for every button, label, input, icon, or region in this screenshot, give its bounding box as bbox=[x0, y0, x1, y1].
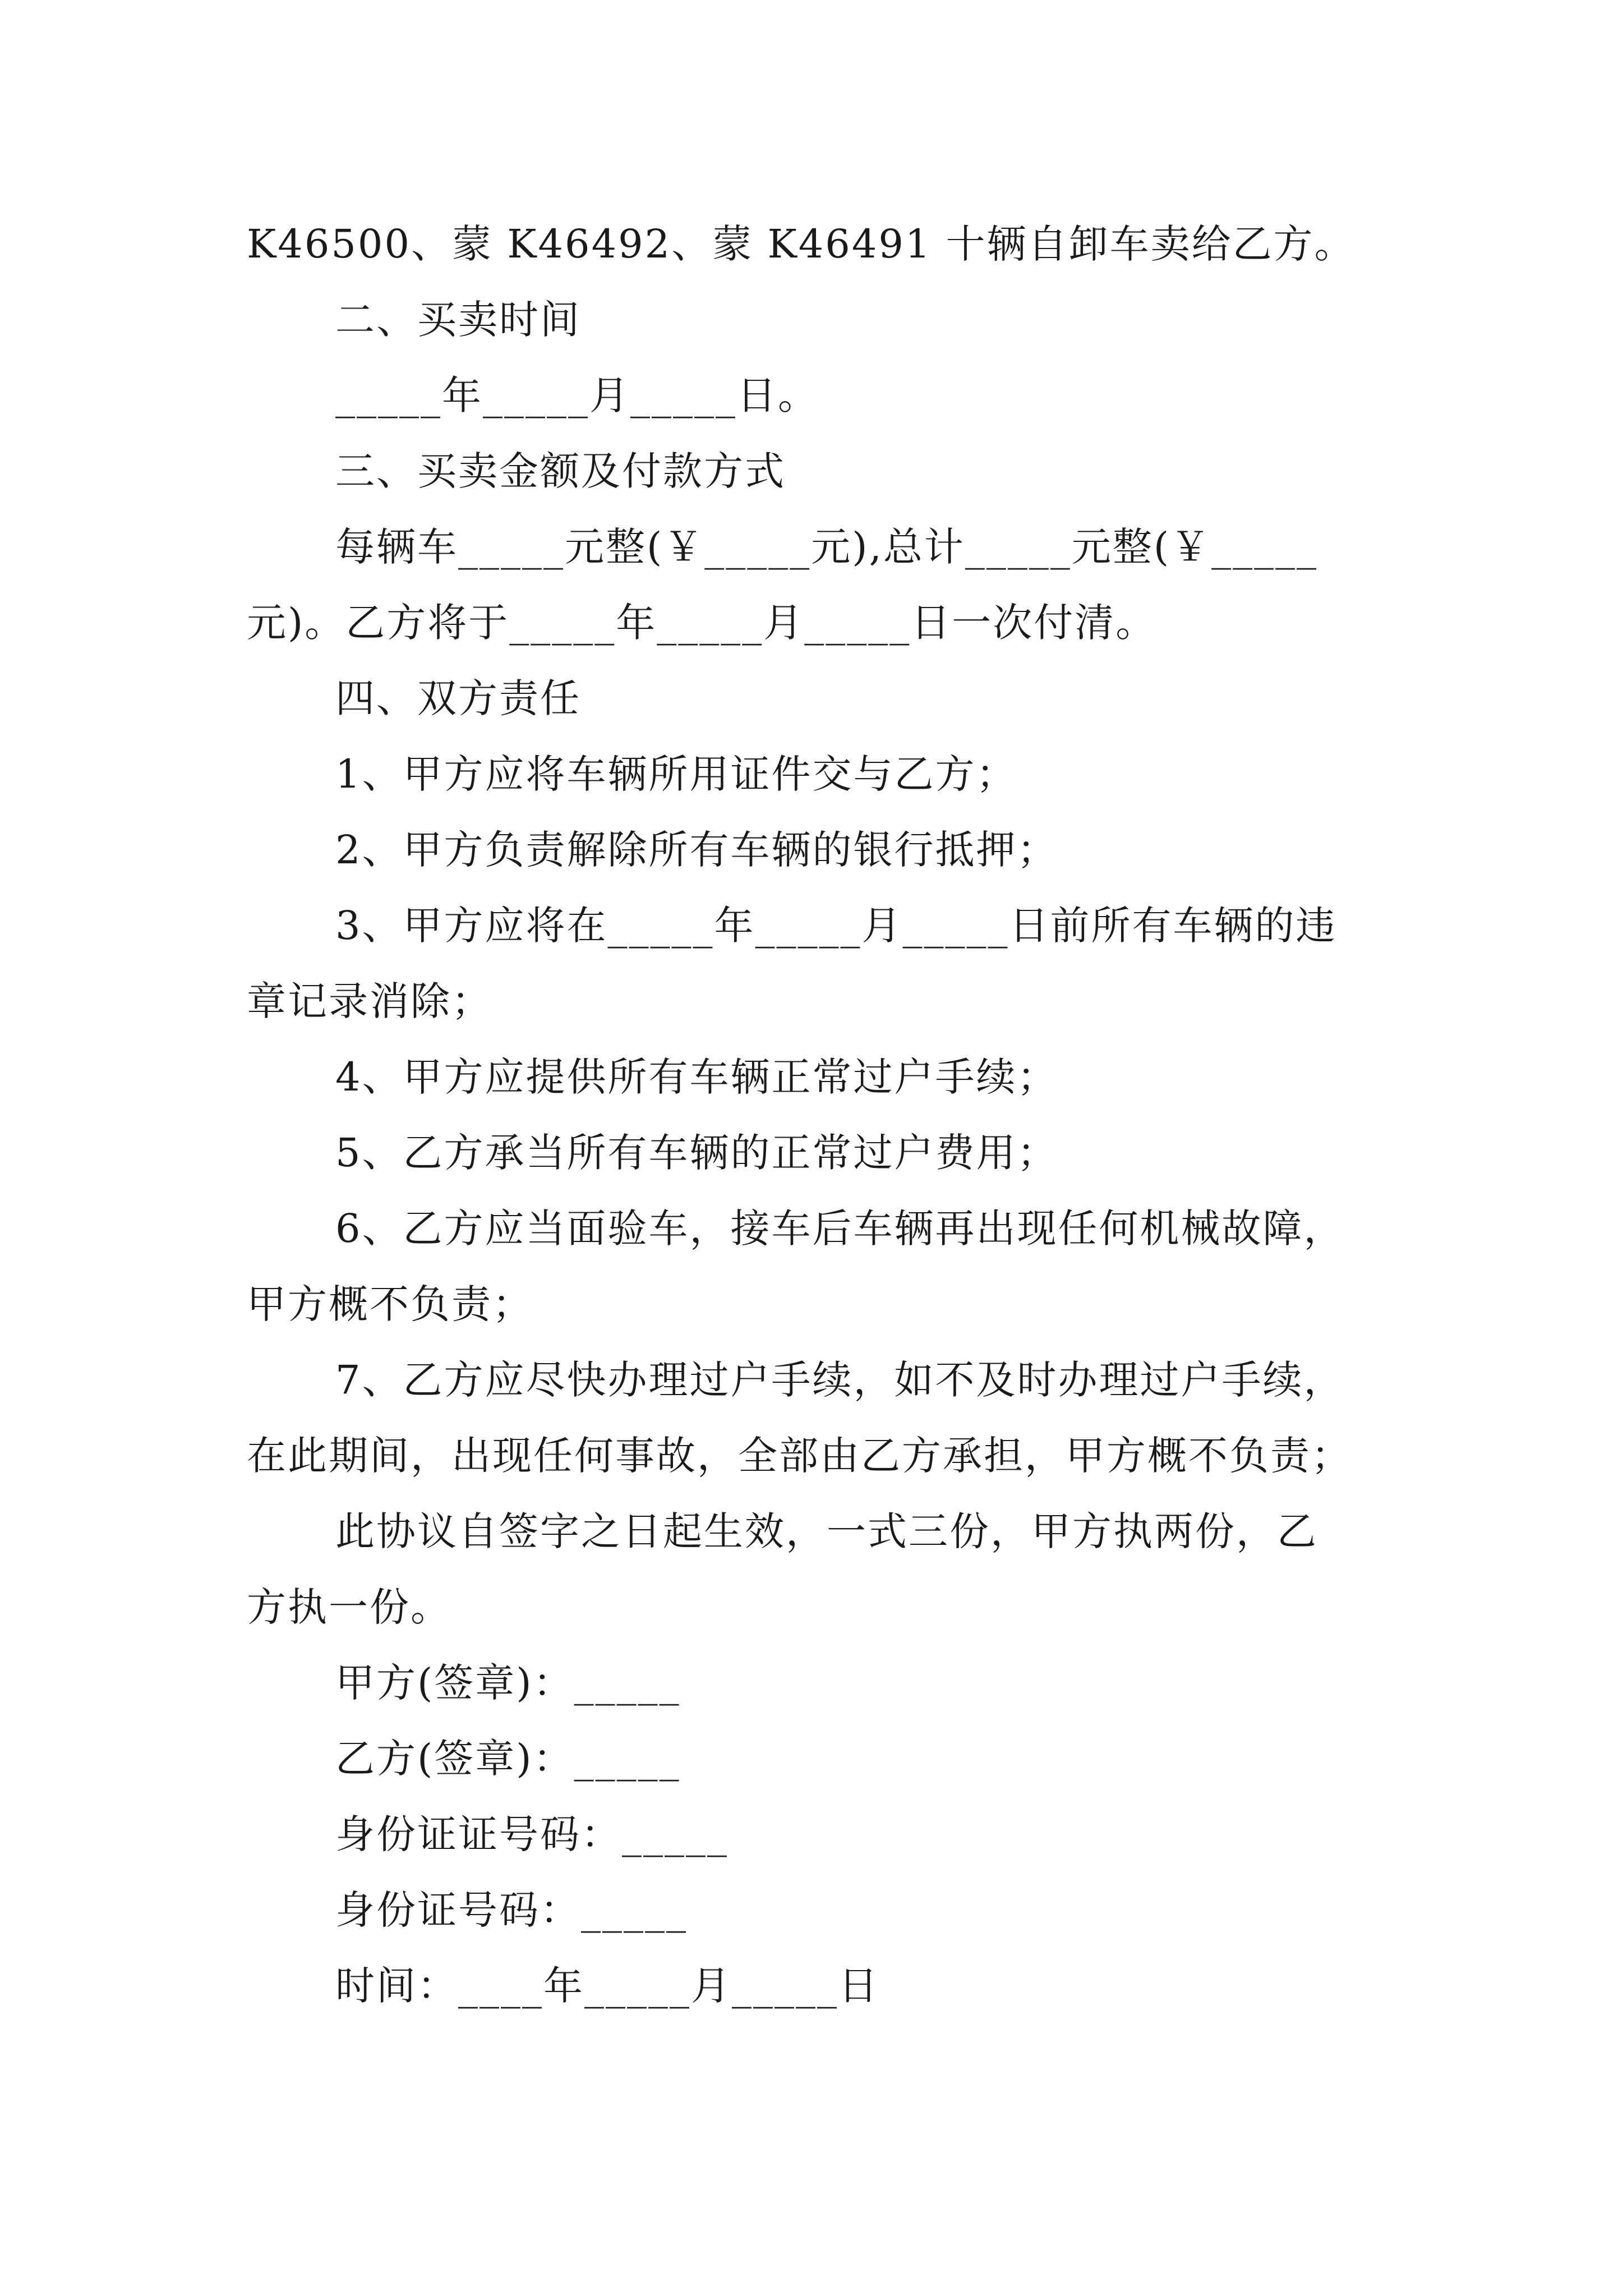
id-number-line-a: 身份证证号码：_____ bbox=[335, 1811, 728, 1857]
signing-date-line: 时间：____年_____月_____日 bbox=[335, 1963, 879, 2009]
duty-item-1: 1、甲方应将车辆所用证件交与乙方； bbox=[335, 751, 1017, 797]
duty-item-5: 5、乙方承当所有车辆的正常过户费用； bbox=[335, 1130, 1058, 1176]
duty-item-7-continued: 在此期间，出现任何事故，全部由乙方承担，甲方概不负责； bbox=[247, 1433, 1352, 1479]
payment-date-line: 元)。乙方将于_____年_____月_____日一次付清。 bbox=[247, 600, 1157, 646]
section-heading-duties: 四、双方责任 bbox=[335, 675, 581, 721]
sale-date-line: _____年_____月_____日。 bbox=[335, 372, 819, 418]
effective-clause-continued: 方执一份。 bbox=[247, 1584, 451, 1630]
price-line: 每辆车_____元整(￥_____元),总计_____元整(￥_____ bbox=[335, 524, 1318, 570]
vehicle-sale-line: K46500、蒙 K46492、蒙 K46491 十辆自卸车卖给乙方。 bbox=[247, 221, 1355, 267]
duty-item-6-continued: 甲方概不负责； bbox=[247, 1281, 533, 1327]
duty-item-3-continued: 章记录消除； bbox=[247, 978, 492, 1024]
party-b-signature: 乙方(签章)：_____ bbox=[335, 1736, 681, 1782]
section-heading-time: 二、买卖时间 bbox=[335, 297, 581, 343]
id-number-line-b: 身份证号码：_____ bbox=[335, 1887, 688, 1933]
duty-item-7: 7、乙方应尽快办理过户手续，如不及时办理过户手续， bbox=[335, 1357, 1345, 1403]
section-heading-payment: 三、买卖金额及付款方式 bbox=[335, 448, 786, 494]
party-a-signature: 甲方(签章)：_____ bbox=[335, 1660, 681, 1706]
duty-item-2: 2、甲方负责解除所有车辆的银行抵押； bbox=[335, 827, 1058, 873]
duty-item-3: 3、甲方应将在_____年_____月_____日前所有车辆的违 bbox=[335, 903, 1337, 949]
effective-clause: 此协议自签字之日起生效，一式三份，甲方执两份，乙 bbox=[335, 1508, 1318, 1554]
duty-item-6: 6、乙方应当面验车，接车后车辆再出现任何机械故障， bbox=[335, 1205, 1345, 1251]
duty-item-4: 4、甲方应提供所有车辆正常过户手续； bbox=[335, 1054, 1058, 1100]
